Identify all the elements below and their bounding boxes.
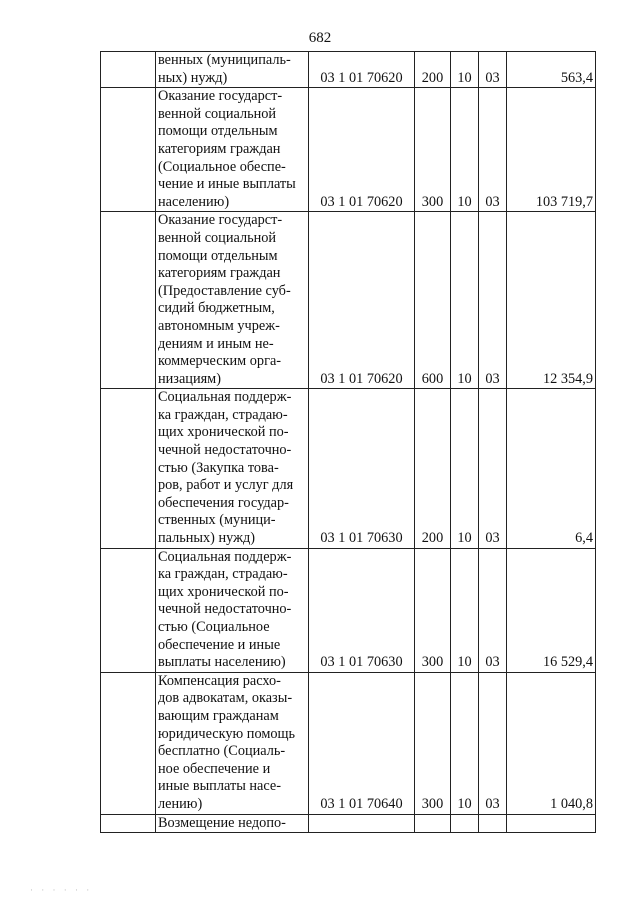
target-code-cell: 03 1 01 70620 <box>309 52 415 88</box>
subsection-cell: 03 <box>479 672 507 814</box>
subsection-cell: 03 <box>479 88 507 212</box>
table-row <box>101 389 596 548</box>
row-blank-cell <box>101 212 156 389</box>
table-row <box>101 672 596 814</box>
section-cell: 10 <box>451 548 479 672</box>
expense-type-cell: 200 <box>415 52 451 88</box>
section-cell: 10 <box>451 672 479 814</box>
expense-type-cell: 200 <box>415 389 451 548</box>
expense-type-cell: 600 <box>415 212 451 389</box>
table-row <box>101 52 596 88</box>
row-blank-cell <box>101 52 156 88</box>
section-cell: 10 <box>451 52 479 88</box>
expense-type-cell: 300 <box>415 88 451 212</box>
target-code-cell: 03 1 01 70620 <box>309 212 415 389</box>
section-cell <box>451 814 479 833</box>
row-name-cell: Оказание государст- венной социальной помощи отдельным категориям граждан (Социальное обеспе- чение и иные выплаты населению) <box>156 88 309 212</box>
amount-cell: 16 529,4 <box>507 548 596 672</box>
subsection-cell: 03 <box>479 212 507 389</box>
row-blank-cell <box>101 548 156 672</box>
expense-type-cell: 300 <box>415 548 451 672</box>
table-body <box>101 52 596 833</box>
row-blank-cell <box>101 814 156 833</box>
target-code-cell: 03 1 01 70640 <box>309 672 415 814</box>
subsection-cell: 03 <box>479 389 507 548</box>
expense-type-cell <box>415 814 451 833</box>
amount-cell <box>507 814 596 833</box>
amount-cell: 563,4 <box>507 52 596 88</box>
subsection-cell: 03 <box>479 548 507 672</box>
page-number: 682 <box>308 30 332 46</box>
amount-cell: 103 719,7 <box>507 88 596 212</box>
target-code-cell <box>309 814 415 833</box>
scan-artifacts: · · · · · · <box>30 885 93 895</box>
table-row <box>101 814 596 833</box>
section-cell: 10 <box>451 88 479 212</box>
budget-table <box>100 51 596 833</box>
subsection-cell: 03 <box>479 52 507 88</box>
row-name-cell: Оказание государст- венной социальной помощи отдельным категориям граждан (Предоставление суб- сидий бюджетным, автономным учреж- дениям и иным не- коммерческим орга- низациям) <box>156 212 309 389</box>
target-code-cell: 03 1 01 70620 <box>309 88 415 212</box>
table-row <box>101 212 596 389</box>
row-name-cell: Социальная поддерж- ка граждан, страдаю- щих хронической по- чечной недостаточно- стью (Закупка това- ров, работ и услуг для обеспечения государ- ственных (муници- пальных) нужд) <box>156 389 309 548</box>
section-cell: 10 <box>451 212 479 389</box>
target-code-cell: 03 1 01 70630 <box>309 548 415 672</box>
amount-cell: 12 354,9 <box>507 212 596 389</box>
subsection-cell <box>479 814 507 833</box>
row-blank-cell <box>101 389 156 548</box>
row-blank-cell <box>101 88 156 212</box>
row-blank-cell <box>101 672 156 814</box>
amount-cell: 1 040,8 <box>507 672 596 814</box>
table-row <box>101 548 596 672</box>
amount-cell: 6,4 <box>507 389 596 548</box>
table-row <box>101 88 596 212</box>
row-name-cell: Компенсация расхо- дов адвокатам, оказы- вающим гражданам юридическую помощь бесплатно (Социаль- ное обеспечение и иные выплаты насе- лению) <box>156 672 309 814</box>
section-cell: 10 <box>451 389 479 548</box>
row-name-cell: Социальная поддерж- ка граждан, страдаю- щих хронической по- чечной недостаточно- стью (Социальное обеспечение и иные выплаты населению) <box>156 548 309 672</box>
row-name-cell: венных (муниципаль- ных) нужд) <box>156 52 309 88</box>
expense-type-cell: 300 <box>415 672 451 814</box>
row-name-cell: Возмещение недопо- <box>156 814 309 833</box>
target-code-cell: 03 1 01 70630 <box>309 389 415 548</box>
